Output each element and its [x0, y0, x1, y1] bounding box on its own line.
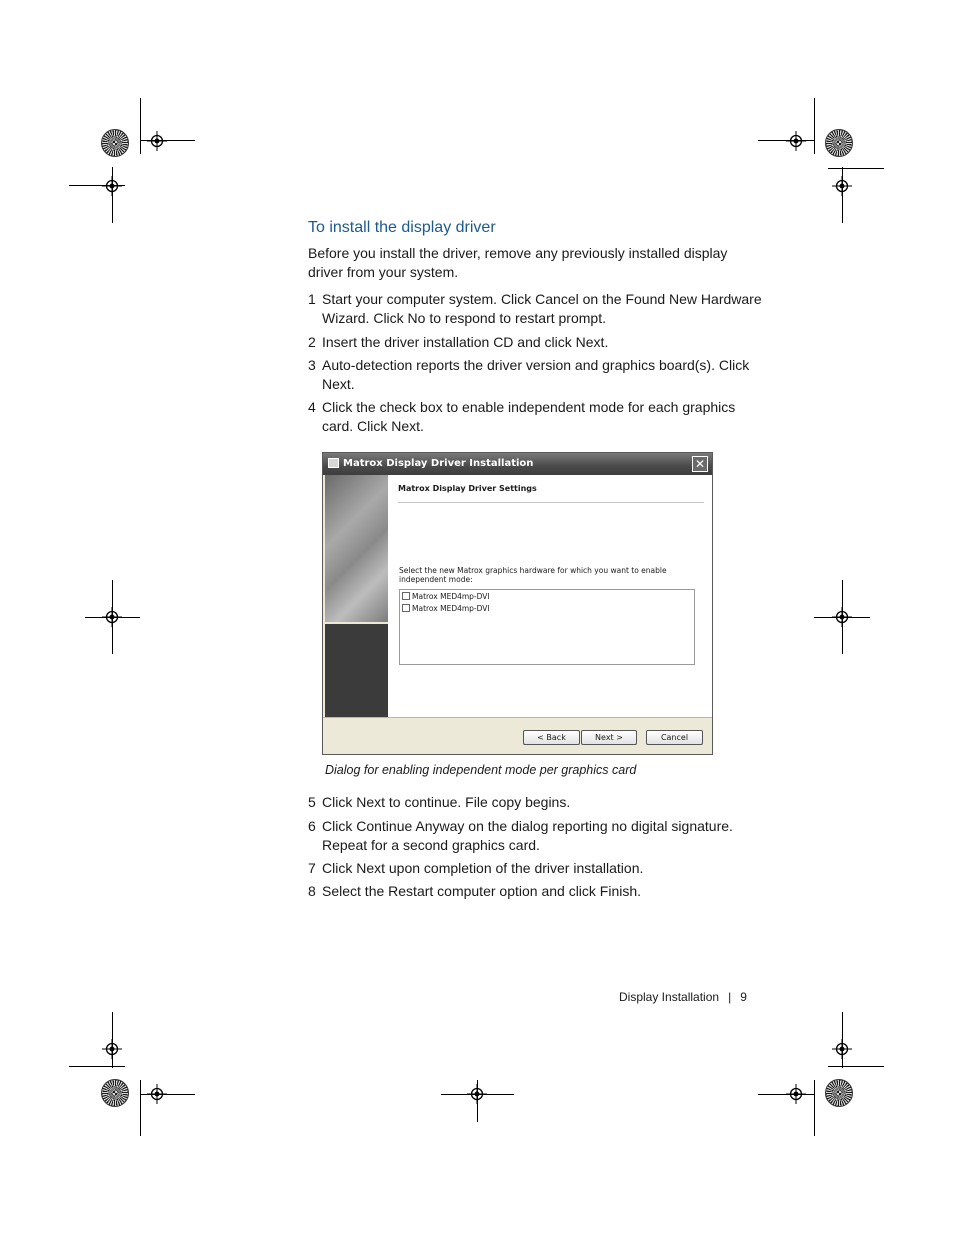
- dialog-heading: Matrox Display Driver Settings: [398, 484, 537, 493]
- hardware-listbox[interactable]: [399, 589, 695, 665]
- registration-mark-icon: [147, 131, 167, 151]
- dialog-side-banner: [325, 475, 388, 717]
- step-item: [308, 859, 763, 878]
- dialog-content: [388, 475, 712, 717]
- registration-mark-icon: [102, 1039, 122, 1059]
- registration-mark-icon: [786, 1084, 806, 1104]
- step-item: [308, 882, 763, 901]
- registration-mark-icon: [832, 176, 852, 196]
- step-text: Click Next upon completion of the driver installation.: [322, 860, 644, 876]
- cancel-button[interactable]: Cancel: [646, 730, 703, 745]
- page-number: 9: [740, 990, 747, 1004]
- list-item[interactable]: [402, 604, 490, 614]
- checkbox[interactable]: [402, 592, 410, 600]
- checkbox[interactable]: [402, 604, 410, 612]
- registration-mark-icon: [786, 131, 806, 151]
- starburst-mark-icon: [825, 1079, 853, 1107]
- footer-separator: |: [728, 990, 732, 1004]
- step-text: Insert the driver installation CD and click Next.: [322, 334, 609, 350]
- step-number: 7: [308, 860, 316, 876]
- step-text: Start your computer system. Click Cancel on the Found New Hardware Wizard. Click No to respond to restart prompt.: [322, 291, 762, 326]
- step-number: 1: [308, 291, 316, 307]
- dialog-titlebar: [323, 453, 712, 475]
- next-button[interactable]: Next >: [581, 730, 637, 745]
- dialog-title: Matrox Display Driver Installation: [343, 458, 534, 469]
- divider: [398, 502, 704, 503]
- step-text: Click the check box to enable independent mode for each graphics card. Click Next.: [322, 399, 736, 434]
- registration-mark-icon: [102, 176, 122, 196]
- step-number: 8: [308, 883, 316, 899]
- registration-mark-icon: [832, 1039, 852, 1059]
- step-number: 3: [308, 357, 316, 373]
- step-text: Click Next to continue. File copy begins.: [322, 794, 571, 810]
- step-item: [308, 290, 763, 328]
- figure-caption: Dialog for enabling independent mode per graphics card: [325, 763, 637, 777]
- installer-dialog: [322, 452, 713, 755]
- footer-section: Display Installation: [619, 990, 720, 1004]
- step-item: [308, 356, 763, 394]
- step-number: 2: [308, 334, 316, 350]
- registration-mark-icon: [147, 1084, 167, 1104]
- starburst-mark-icon: [825, 129, 853, 157]
- intro-paragraph: Before you install the driver, remove any previously installed display driver from your system.: [308, 245, 728, 280]
- step-text: Auto-detection reports the driver version and graphics board(s). Click Next.: [322, 357, 750, 392]
- step-text: Click Continue Anyway on the dialog reporting no digital signature. Repeat for a second graphics card.: [322, 818, 733, 853]
- step-number: 5: [308, 794, 316, 810]
- dialog-instruction: Select the new Matrox graphics hardware for which you want to enable independent mode:: [399, 566, 667, 584]
- list-item-label: Matrox MED4mp-DVI: [412, 604, 490, 613]
- starburst-mark-icon: [101, 129, 129, 157]
- step-text: Select the Restart computer option and click Finish.: [322, 883, 642, 899]
- step-item: [308, 398, 763, 436]
- dialog-button-row: [323, 717, 712, 755]
- list-item[interactable]: [402, 592, 490, 602]
- close-icon[interactable]: ✕: [692, 456, 708, 472]
- step-number: 4: [308, 399, 316, 415]
- step-item: [308, 817, 763, 855]
- step-item: [308, 333, 763, 352]
- page-footer: [619, 990, 747, 1004]
- starburst-mark-icon: [101, 1079, 129, 1107]
- step-number: 6: [308, 818, 316, 834]
- section-heading: To install the display driver: [308, 219, 496, 236]
- step-item: [308, 793, 763, 812]
- app-icon: [328, 458, 339, 468]
- back-button[interactable]: < Back: [523, 730, 580, 745]
- list-item-label: Matrox MED4mp-DVI: [412, 592, 490, 601]
